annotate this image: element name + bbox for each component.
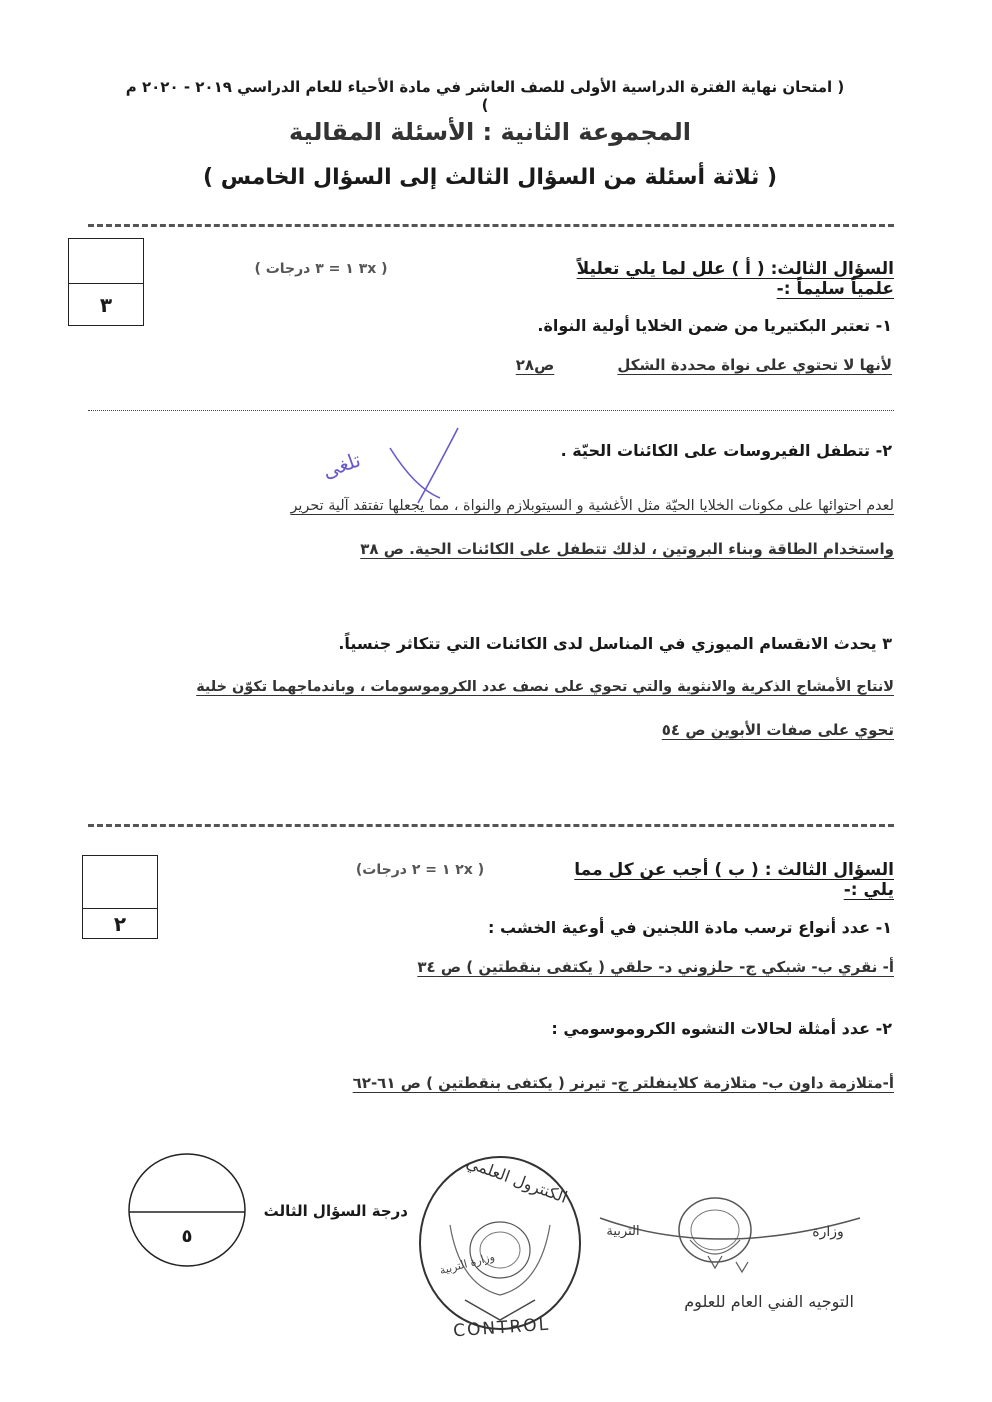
q3b-item2-question: ٢- عدد أمثلة لحالات التشوه الكروموسومي : (551, 1019, 892, 1038)
stamp-top-text: الكنترول العلمي (463, 1152, 570, 1207)
ministry-swoosh (596, 1210, 866, 1274)
q3a-item3-question: ٣ يحدث الانقسام الميوزي في المناسل لدى الكائنات التي تتكاثر جنسياً. (338, 634, 892, 653)
grader-annotation: تلغى (319, 447, 364, 484)
q3a-score: ٣ (99, 293, 113, 317)
grader-cross-mark (319, 418, 490, 508)
q3a-item1-answer: لأنها لا تحتوي على نواة محددة الشكل (617, 356, 892, 374)
q3a-item2-question: ٢- تتطفل الفيروسات على الكائنات الحيّة . (560, 441, 892, 460)
q3a-item3-answer-line1: لانتاج الأمشاج الذكرية والانثوية والتي تحوي على نصف عدد الكروموسومات ، وباندماجهما تكوّن خلية (196, 679, 894, 695)
q3a-item1-question: ١- تعتبر البكتيريا من ضمن الخلايا أولية النواة. (537, 316, 892, 335)
q3b-marks: ( ٢x ١ = ٢ درجات) (355, 862, 485, 878)
stamp-control-text: CONTROL (452, 1314, 551, 1342)
total-label: درجة السؤال الثالث (263, 1202, 408, 1220)
ministry-footer: التوجيه الفني العام للعلوم (684, 1292, 854, 1311)
ministry-label-2: التربية (606, 1224, 640, 1239)
group-subtitle: ( ثلاثة أسئلة من السؤال الثالث إلى السؤال الخامس ) (202, 165, 778, 190)
exam-header: ( امتحان نهاية الفترة الدراسية الأولى للصف العاشر في مادة الأحياء للعام الدراسي ٢٠١٩ - ٢٠٢٠ م ) (125, 78, 845, 114)
q3b-heading: السؤال الثالث : ( ب ) أجب عن كل مما يلي :- (574, 860, 894, 900)
ministry-label-1: وزارة (812, 1224, 844, 1240)
q3a-heading: السؤال الثالث: ( أ ) علل لما يلي تعليلاً علمياً سليماً :- (576, 259, 894, 299)
q3b-item2-answer: أ-متلازمة داون ب- متلازمة كلاينفلتر ج- تيرنر ( يكتفى بنقطتين ) ص ٦١-٦٢ (352, 1074, 894, 1092)
total-score: ٥ (181, 1226, 193, 1247)
q3a-item1-page: ص٢٨ (515, 356, 555, 374)
section-divider (88, 224, 894, 227)
q3b-score-box (82, 855, 158, 939)
q3a-item2-answer-line1: لعدم احتوائها على مكونات الخلايا الحيّة مثل الأغشية و السيتوبلازم والنواة ، مما يجعلها تفتقد آلية تحرير (290, 498, 894, 514)
control-stamp (410, 1152, 590, 1345)
q3a-score-box (68, 238, 144, 326)
q3a-item3-answer-line2: تحوي على صفات الأبوين ص ٥٤ (661, 721, 894, 739)
q3b-item1-question: ١- عدد أنواع ترسب مادة اللجنين في أوعية الخشب : (488, 918, 892, 937)
total-score-circle (125, 1150, 250, 1270)
section-divider-2 (88, 824, 894, 827)
q3b-score: ٢ (113, 912, 127, 936)
q3a-item2-answer-line2: واستخدام الطاقة وبناء البروتين ، لذلك تتطفل على الكائنات الحية. ص ٣٨ (360, 540, 894, 558)
q3b-item1-answer: أ- نقري ب- شبكي ج- حلزوني د- حلقي ( يكتفى بنقطتين ) ص ٣٤ (417, 958, 894, 976)
item-divider (88, 410, 894, 411)
q3a-marks: ( ٣x ١ = ٣ درجات ) (254, 261, 388, 277)
group-title: المجموعة الثانية : الأسئلة المقالية (289, 118, 691, 146)
stamp-inner-text: وزارة التربية (438, 1250, 496, 1278)
